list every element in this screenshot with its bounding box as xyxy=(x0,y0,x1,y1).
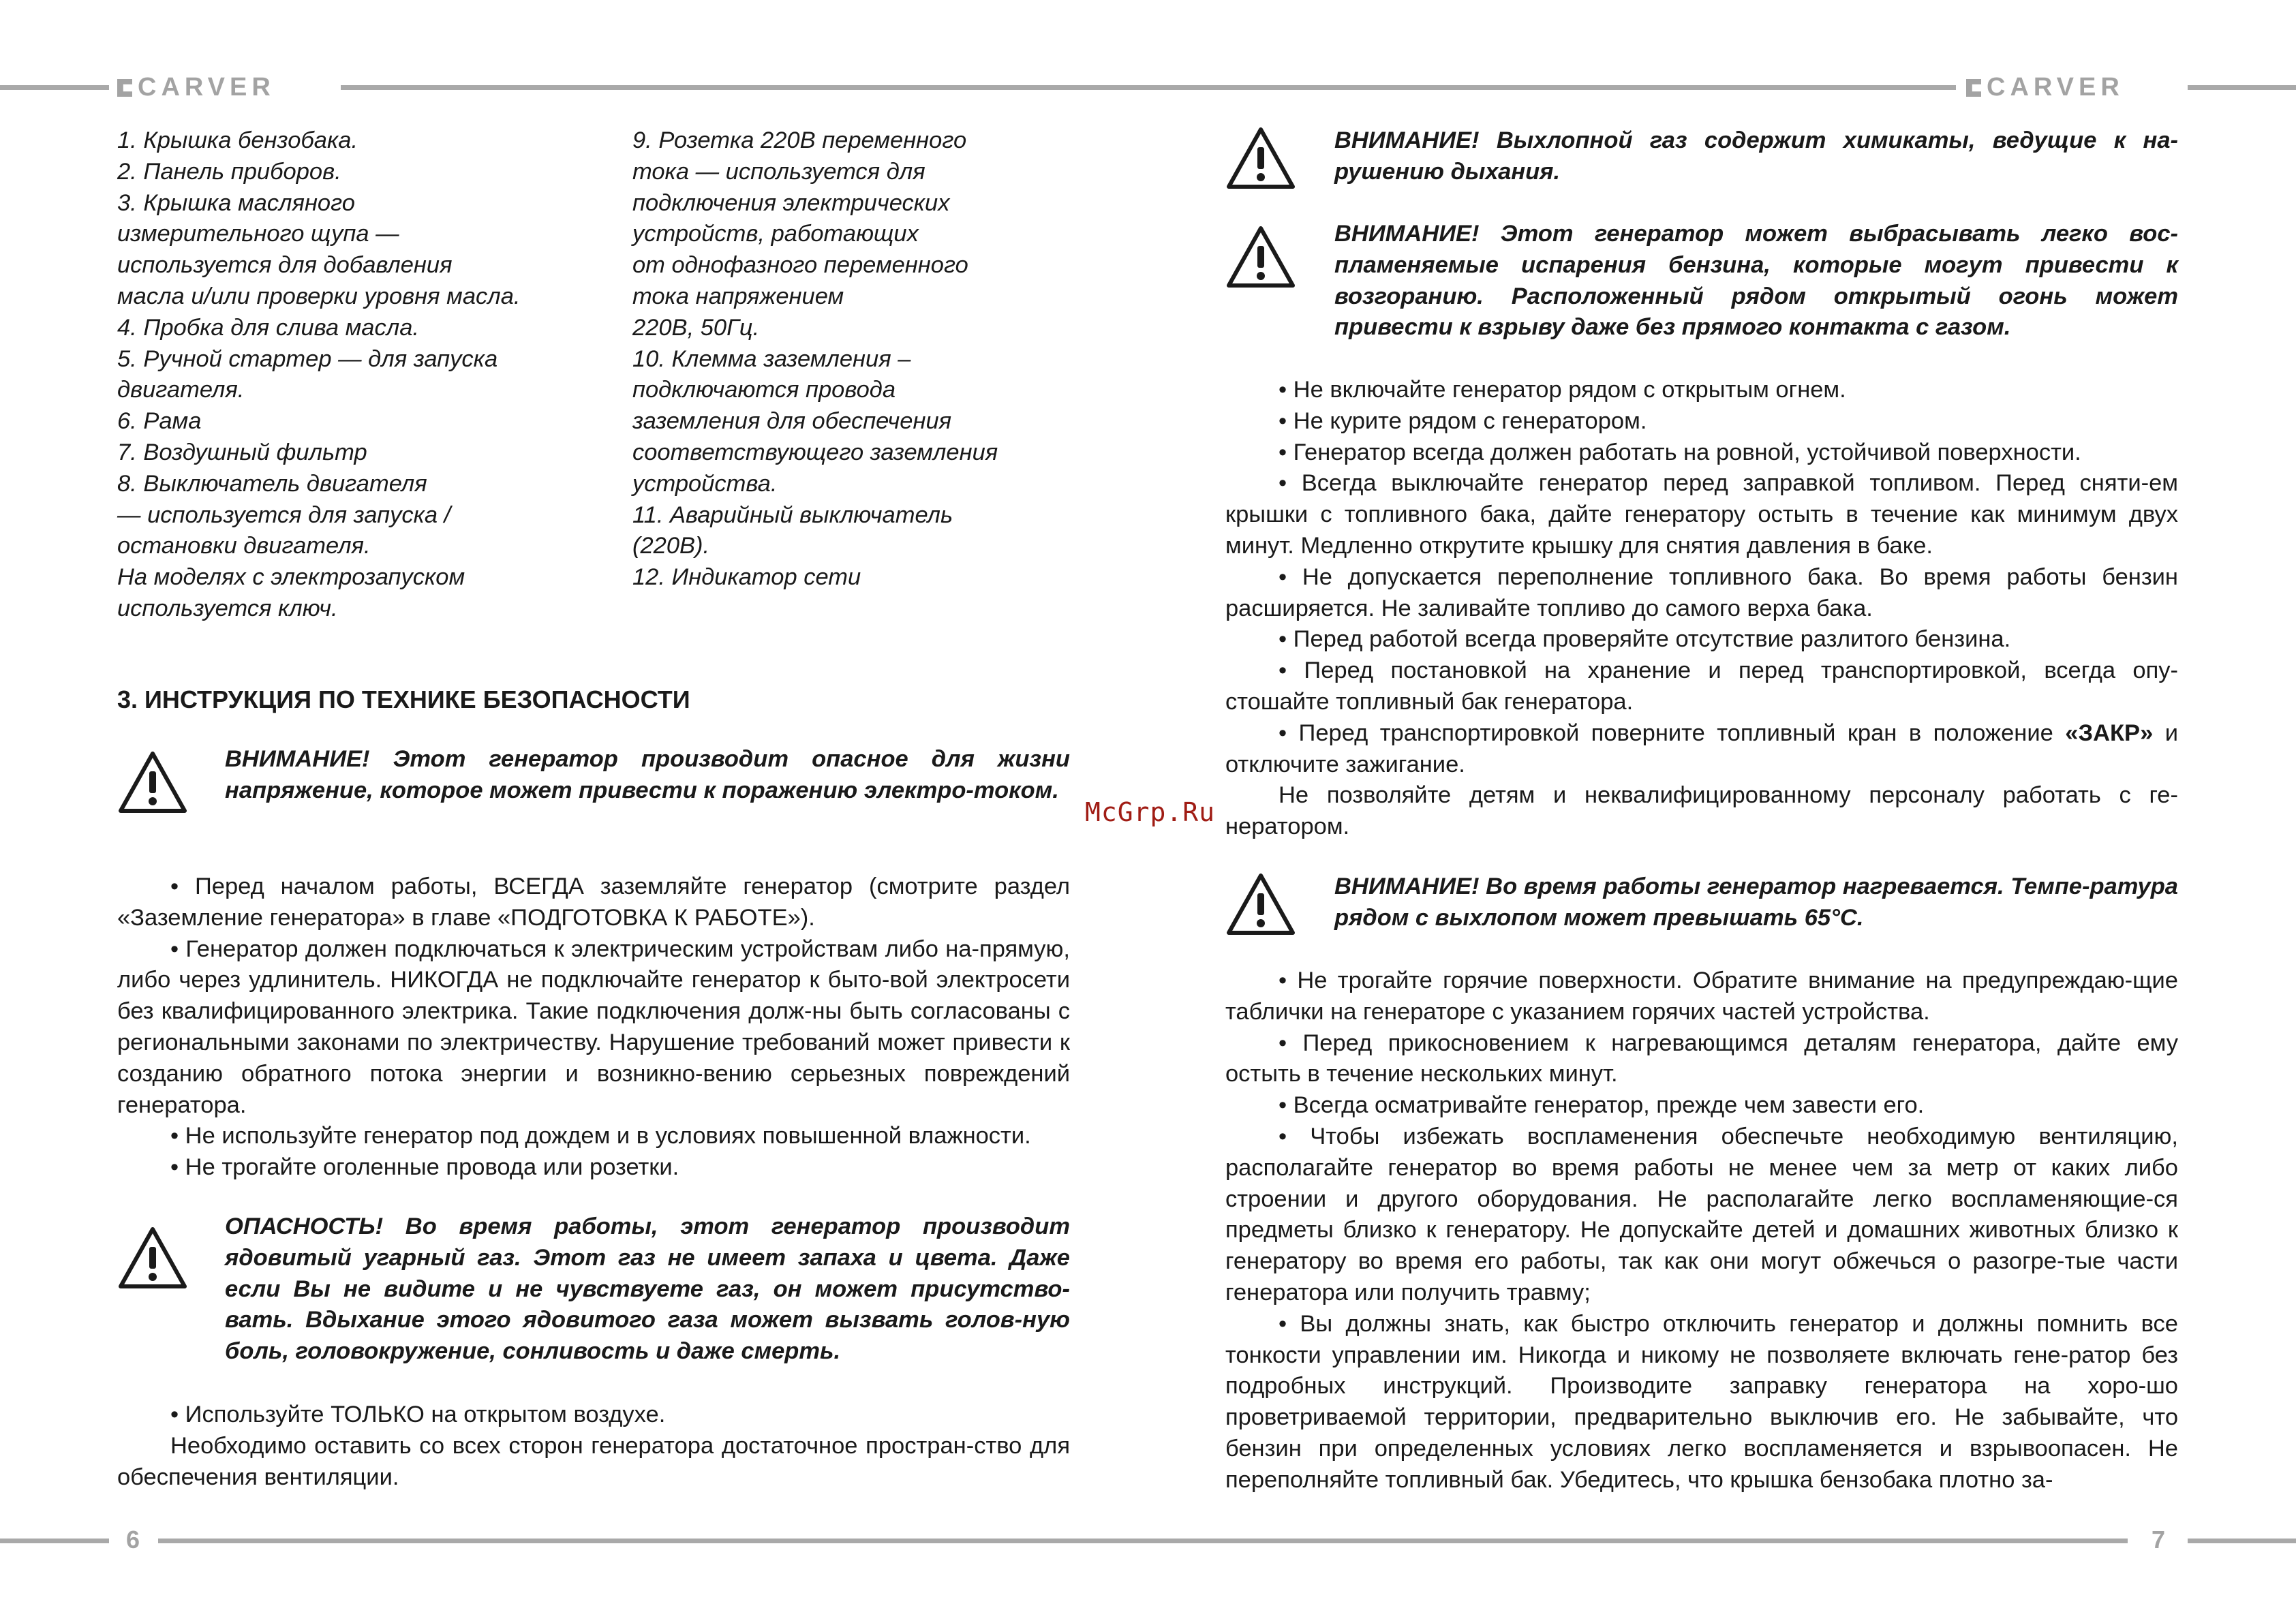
paragraph: • Перед прикосновением к нагревающимся деталям генератора, дайте ему остыть в течение нескольких минут. xyxy=(1225,1030,2178,1087)
paragraph: • Не используйте генератор под дождем и в условиях повышенной влажности. xyxy=(170,1123,1031,1149)
warning-text: ВНИМАНИЕ! Этот генератор производит опасное для жизни напряжение, которое может привести к поражению электро-током. xyxy=(225,746,1070,803)
brand-name: CARVER xyxy=(1987,73,2124,102)
list-item: 12. Индикатор сети xyxy=(632,564,861,591)
text-block-electrical xyxy=(117,871,1070,1184)
paragraph-transport xyxy=(1225,718,2178,781)
footer-rule-right xyxy=(2188,1539,2296,1543)
list-item: 4. Пробка для слива масла. xyxy=(117,314,419,341)
list-item: 10. Клемма заземления – xyxy=(632,345,911,372)
paragraph: • Перед началом работы, ВСЕГДА заземляйте генератор (смотрите раздел «Заземление генератора» в главе «ПОДГОТОВКА К РАБОТЕ»). xyxy=(117,874,1070,931)
text-block-ventilation xyxy=(117,1400,1070,1493)
text-block-hot-surfaces xyxy=(1225,965,2178,1496)
warning-text: ВНИМАНИЕ! Выхлопной газ содержит химикаты, ведущие к на-рушению дыхания. xyxy=(1334,127,2178,185)
paragraph: • Всегда выключайте генератор перед заправкой топливом. Перед сняти-ем крышки с топливного бака, дайте генератору остыть в течение как минимум двух минут. Медленно открутите крышку для снятия давления в баке. xyxy=(1225,470,2178,559)
fuel-valve-position: «ЗАКР» xyxy=(2065,720,2154,746)
list-item: устройств, работающих xyxy=(632,221,919,247)
paragraph: • Не трогайте оголенные провода или розетки. xyxy=(170,1154,679,1181)
list-item: 3. Крышка масляного xyxy=(117,189,355,216)
parts-list-col2 xyxy=(632,125,1082,593)
list-item: — используется для запуска / xyxy=(117,501,451,528)
footer-rule-center xyxy=(158,1539,2128,1543)
list-item: 9. Розетка 220В переменного xyxy=(632,127,967,153)
header-rule-left xyxy=(0,85,109,90)
list-item: двигателя. xyxy=(117,377,245,403)
list-item: подключения электрических xyxy=(632,189,950,216)
warning-triangle-icon xyxy=(117,1225,188,1290)
brand-mark-icon xyxy=(1966,79,1981,97)
warning-triangle-icon xyxy=(1225,224,1296,290)
brand-mark-icon xyxy=(117,79,132,97)
list-item: используется ключ. xyxy=(117,595,338,621)
text-block-fire-safety xyxy=(1225,375,2178,843)
warning-triangle-icon xyxy=(1225,125,1296,191)
header-rule-center xyxy=(341,85,1956,90)
paragraph: • Вы должны знать, как быстро отключить генератор и должны помнить все тонкости управлении им. Никогда и никому не позволяете включать гене-ратор без подробных инструкций. Производите заправку генератора на хоро-шо проветриваемой территории, предварительно выключив его. Не забывайте, что бензин при определенных условиях легко воспламеняется и взрывоопасен. Не переполняйте топливный бак. Убедитесь, что крышка бензобака плотно за- xyxy=(1225,1310,2178,1493)
paragraph: • Перед постановкой на хранение и перед транспортировкой, всегда опу-стошайте топливный бак генератора. xyxy=(1225,658,2178,715)
warning-text: ВНИМАНИЕ! Этот генератор может выбрасывать легко вос-пламеняемые испарения бензина, которые могут привести к возгоранию. Расположенный рядом открытый огонь может привести к взрыву даже без прямого контакта с газом. xyxy=(1334,221,2178,341)
list-item: остановки двигателя. xyxy=(117,533,371,559)
list-item: 7. Воздушный фильтр xyxy=(117,439,367,465)
danger-text: ОПАСНОСТЬ! Во время работы, этот генератор производит ядовитый угарный газ. Этот газ не имеет запаха и цвета. Даже если Вы не видите и не чувствуете газ, он может присутство-вать. Вдыхание этого ядовитого газа может вызвать голов-ную боль, головокружение, сонливость и даже смерть. xyxy=(225,1214,1070,1365)
warning-block-fuel-vapors xyxy=(1225,219,2178,343)
warning-block-carbon-monoxide xyxy=(117,1211,1070,1367)
list-item: 5. Ручной стартер — для запуска xyxy=(117,345,498,372)
list-item: 8. Выключатель двигателя xyxy=(117,470,427,497)
paragraph: • Всегда осматривайте генератор, прежде чем завести его. xyxy=(1279,1092,1925,1119)
watermark: McGrp.Ru xyxy=(1085,797,1216,827)
header-rule-right xyxy=(2188,85,2296,90)
paragraph: • Генератор должен подключаться к электрическим устройствам либо на-прямую, либо через удлинитель. НИКОГДА не подключайте генератор к быто-вой электросети без квалифицированного электрика. Такие подключения долж-ны быть согласованы с региональными законами по электричеству. Нарушение требований может привести к созданию обратного потока энергии и возникно-вению серьезных повреждений генератора. xyxy=(117,936,1070,1118)
list-item: масла и/или проверки уровня масла. xyxy=(117,283,521,309)
warning-triangle-icon xyxy=(117,749,188,815)
paragraph: • Используйте ТОЛЬКО на открытом воздухе. xyxy=(170,1402,666,1427)
list-item: 6. Рама xyxy=(117,408,202,435)
page-number-right: 7 xyxy=(2152,1526,2166,1554)
parts-list-col1 xyxy=(117,125,594,625)
paragraph: • Чтобы избежать воспламенения обеспечьте необходимую вентиляцию, располагайте генератор во время работы не менее чем за метр от каких либо строении и другого оборудования. Не располагайте легко воспламеняющие-ся предметы близко к генератору. Не допускайте детей и домашних животных близко к генератору во время его работы, так как они могут обжечься о разогре-тые части генератора или получить травму; xyxy=(1225,1123,2178,1305)
page-number-left: 6 xyxy=(126,1526,140,1554)
list-item: На моделях с электрозапуском xyxy=(117,564,465,591)
brand-logo-left xyxy=(117,74,275,101)
paragraph: • Генератор всегда должен работать на ровной, устойчивой поверхности. xyxy=(1279,439,2081,465)
paragraph: • Не допускается переполнение топливного бака. Во время работы бензин расширяется. Не заливайте топливо до самого верха бака. xyxy=(1225,563,2178,621)
paragraph: Необходимо оставить со всех сторон генератора достаточное простран-ство для обеспечения вентиляции. xyxy=(117,1432,1070,1490)
footer-rule-left xyxy=(0,1539,109,1543)
list-item: заземления для обеспечения xyxy=(632,408,952,435)
paragraph: • Не трогайте горячие поверхности. Обратите внимание на предупреждаю-щие таблички на генераторе с указанием горячих частей устройства. xyxy=(1225,968,2178,1025)
transport-text-end: и отключите зажигание. xyxy=(1225,720,2178,777)
list-item: 11. Аварийный выключатель xyxy=(632,501,953,528)
list-item: 220В, 50Гц. xyxy=(632,314,760,341)
list-item: измерительного щупа — xyxy=(117,221,399,247)
paragraph: Не позволяйте детям и неквалифицированному персоналу работать с ге-нератором. xyxy=(1225,782,2178,840)
list-item: (220В). xyxy=(632,533,710,559)
brand-name: CARVER xyxy=(138,73,275,102)
paragraph: • Перед работой всегда проверяйте отсутствие разлитого бензина. xyxy=(1279,626,2011,653)
paragraph: • Не включайте генератор рядом с открытым огнем. xyxy=(1279,377,1846,403)
paragraph: • Не курите рядом с генератором. xyxy=(1279,407,1647,434)
warning-block-heat xyxy=(1225,871,2178,934)
list-item: используется для добавления xyxy=(117,252,453,279)
list-item: от однофазного переменного xyxy=(632,252,968,279)
warning-block-exhaust xyxy=(1225,125,2178,188)
transport-text: • Перед транспортировкой поверните топливный кран в положение xyxy=(1279,720,2066,746)
brand-logo-right xyxy=(1966,74,2124,101)
list-item: подключаются провода xyxy=(632,377,896,403)
warning-block-voltage xyxy=(117,744,1070,807)
list-item: тока напряжением xyxy=(632,283,844,309)
warning-text: ВНИМАНИЕ! Во время работы генератор нагревается. Темпе-ратура рядом с выхлопом может превышать 65°С. xyxy=(1334,874,2178,931)
list-item: 1. Крышка бензобака. xyxy=(117,127,358,153)
list-item: устройства. xyxy=(632,470,778,497)
list-item: тока — используется для xyxy=(632,158,925,185)
warning-triangle-icon xyxy=(1225,871,1296,937)
list-item: 2. Панель приборов. xyxy=(117,158,341,185)
list-item: соответствующего заземления xyxy=(632,439,998,465)
section-title: 3. ИНСТРУКЦИЯ ПО ТЕХНИКЕ БЕЗОПАСНОСТИ xyxy=(117,685,690,713)
